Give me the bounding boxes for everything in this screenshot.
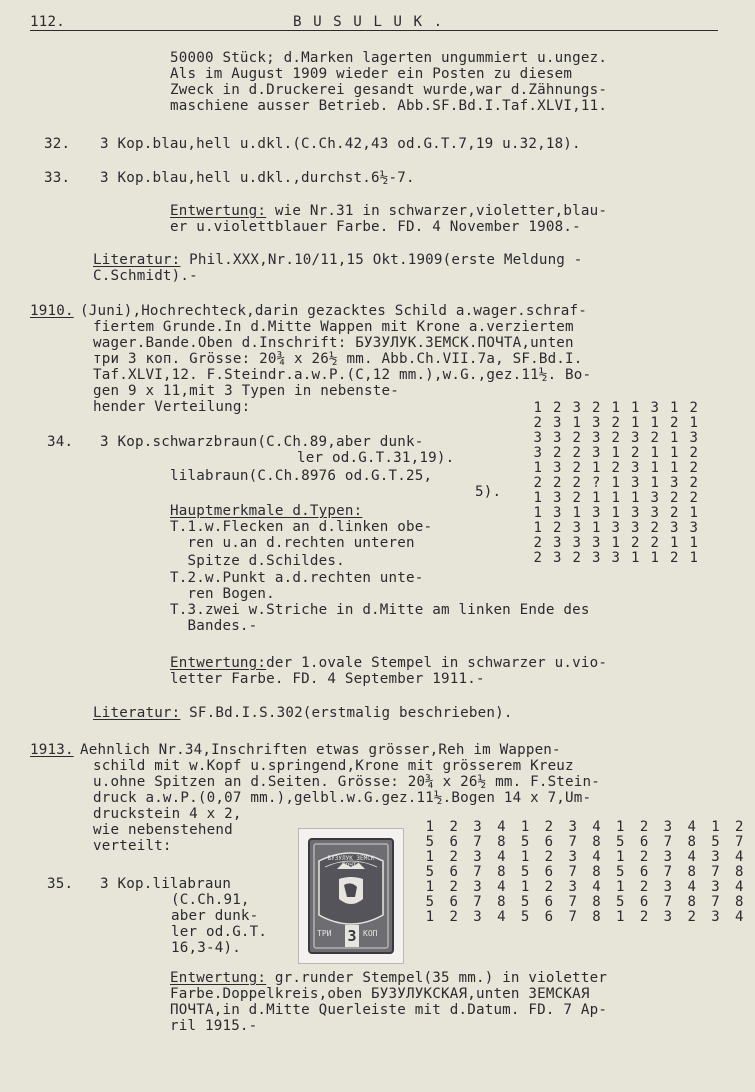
- grid-cell: 3: [663, 909, 673, 925]
- grid-cell: 2: [689, 400, 698, 416]
- grid-cell: 1: [425, 909, 435, 925]
- year-1910-text: gen 9 x 11,mit 3 Typen in nebenste-: [93, 383, 399, 399]
- stamp-value: 3: [347, 927, 357, 945]
- grid-cell: 8: [687, 864, 696, 880]
- year-1913-text: druckstein 4 x 2,: [93, 806, 242, 822]
- grid-cell: 4: [497, 879, 506, 895]
- type-feature-line: T.3.zwei w.Striche in d.Mitte am linken Ende des: [170, 602, 590, 618]
- grid-cell: 5: [425, 834, 435, 850]
- grid-cell: 3: [572, 520, 581, 536]
- grid-cell: 3: [473, 819, 482, 835]
- year-1910-text: три 3 коп. Grösse: 20¾ x 26½ mm. Abb.Ch.VII.7a, SF.Bd.I.: [93, 351, 583, 367]
- grid-cell: 1: [689, 535, 698, 551]
- grid-cell: 1: [650, 445, 659, 461]
- grid-cell: 1: [611, 475, 620, 491]
- grid-cell: 2: [639, 819, 649, 835]
- grid-cell: 8: [592, 864, 601, 880]
- grid-cell: 3: [568, 879, 577, 895]
- grid-cell: 6: [544, 864, 554, 880]
- year-1910-text: (Juni),Hochrechteck,darin gezacktes Schild a.wager.schraf-: [80, 303, 588, 319]
- type-distribution-grid-1910: [528, 401, 704, 566]
- year-1913-text: schild mit w.Kopf u.springend,Krone mit grösserem Kreuz: [93, 758, 574, 774]
- year-1910: 1910.: [30, 303, 74, 319]
- grid-cell: 3: [711, 849, 720, 865]
- entwertung-label: Entwertung:: [170, 655, 267, 671]
- grid-cell: 1: [711, 819, 720, 835]
- grid-cell: 1: [631, 550, 640, 566]
- grid-cell: ?: [592, 475, 601, 491]
- grid-cell: 2: [572, 550, 581, 566]
- item-text-35: 16,3-4).: [171, 940, 241, 956]
- grid-cell: 1: [611, 535, 620, 551]
- grid-cell: 3: [553, 460, 562, 476]
- item-text-35: 3 Kop.lilabraun: [100, 876, 232, 892]
- grid-cell: 8: [497, 834, 506, 850]
- grid-cell: 7: [663, 864, 673, 880]
- grid-cell: 1: [689, 505, 698, 521]
- grid-row: [528, 476, 704, 491]
- grid-cell: 3: [553, 430, 562, 446]
- year-1910-text: Taf.XLVI,12. F.Steindr.a.w.P.(C,12 mm.),w.G.,gez.11½. Bo-: [93, 367, 592, 383]
- grid-cell: 3: [631, 520, 640, 536]
- grid-cell: 2: [533, 415, 542, 431]
- grid-cell: 2: [533, 475, 542, 491]
- year-1913-text: Aehnlich Nr.34,Inschriften etwas grösser,Reh im Wappen-: [80, 742, 561, 758]
- grid-cell: 2: [689, 445, 698, 461]
- grid-cell: 5: [520, 909, 530, 925]
- grid-row: [528, 431, 704, 446]
- grid-cell: 5: [425, 894, 435, 910]
- grid-cell: 1: [611, 490, 620, 506]
- grid-cell: 2: [533, 550, 542, 566]
- grid-cell: 1: [425, 819, 435, 835]
- grid-cell: 2: [544, 819, 554, 835]
- grid-cell: 1: [533, 400, 542, 416]
- stamp-right-inscription: КОП: [363, 929, 378, 938]
- grid-cell: 8: [592, 834, 601, 850]
- item-text-35: ler od.G.T.: [171, 924, 268, 940]
- grid-row: [528, 536, 704, 551]
- grid-cell: 3: [572, 400, 581, 416]
- grid-cell: 4: [497, 819, 506, 835]
- entwertung-text: der 1.ovale Stempel in schwarzer u.vio-: [266, 655, 608, 671]
- grid-cell: 1: [572, 505, 581, 521]
- literatur-text: SF.Bd.I.S.302(erstmalig beschrieben).: [180, 705, 513, 721]
- year-1913-text: u.ohne Spitzen an d.Seiten. Grösse: 20¾ x 26½ mm. F.Stein-: [93, 774, 601, 790]
- entwertung-line: ril 1915.-: [170, 1018, 258, 1034]
- grid-row: [418, 880, 751, 895]
- grid-cell: 2: [611, 430, 620, 446]
- grid-cell: 1: [533, 490, 542, 506]
- grid-row: [418, 865, 751, 880]
- grid-cell: 6: [639, 864, 649, 880]
- grid-cell: 2: [544, 879, 554, 895]
- grid-cell: 5: [616, 864, 625, 880]
- grid-cell: 5: [520, 864, 530, 880]
- grid-cell: 2: [572, 475, 581, 491]
- grid-cell: 2: [631, 445, 640, 461]
- grid-cell: 8: [735, 894, 744, 910]
- grid-cell: 3: [611, 550, 620, 566]
- grid-cell: 4: [735, 879, 744, 895]
- year-1910-text: wager.Bande.Oben d.Inschrift: БУЗУЛУК.ЗЕМСК.ПОЧТА,unten: [93, 335, 574, 351]
- grid-row: [418, 910, 751, 925]
- grid-cell: 4: [735, 909, 744, 925]
- type-feature-line: ren Bogen.: [170, 586, 275, 602]
- grid-cell: 4: [687, 879, 696, 895]
- type-feature-line: Spitze d.Schildes.: [170, 553, 345, 569]
- grid-cell: 2: [449, 849, 458, 865]
- item-text-35: aber dunk-: [171, 908, 259, 924]
- type-feature-line: Bandes.-: [170, 618, 258, 634]
- grid-row: [418, 850, 751, 865]
- entwertung-line: [170, 203, 607, 219]
- grid-cell: 3: [650, 505, 659, 521]
- grid-cell: 3: [663, 819, 673, 835]
- grid-cell: 1: [689, 550, 698, 566]
- grid-cell: 8: [592, 909, 601, 925]
- grid-row: [528, 551, 704, 566]
- grid-cell: 2: [670, 415, 679, 431]
- grid-cell: 7: [568, 894, 577, 910]
- entwertung-line: letter Farbe. FD. 4 September 1911.-: [170, 671, 485, 687]
- grid-cell: 5: [711, 834, 720, 850]
- grid-cell: 2: [639, 909, 649, 925]
- grid-cell: 2: [572, 430, 581, 446]
- grid-cell: 3: [568, 819, 577, 835]
- grid-cell: 7: [473, 894, 482, 910]
- grid-cell: 3: [553, 505, 562, 521]
- grid-cell: 7: [711, 864, 720, 880]
- grid-cell: 2: [572, 445, 581, 461]
- grid-cell: 1: [592, 520, 601, 536]
- grid-cell: 4: [497, 909, 506, 925]
- grid-cell: 2: [553, 520, 562, 536]
- grid-cell: 3: [592, 535, 601, 551]
- grid-cell: 1: [572, 415, 581, 431]
- entwertung-line: ПОЧТА,in d.Mitte Querleiste mit d.Datum. FD. 7 Ap-: [170, 1002, 608, 1018]
- grid-cell: 3: [670, 520, 679, 536]
- grid-cell: 2: [544, 849, 554, 865]
- type-feature-line: T.2.w.Punkt a.d.rechten unte-: [170, 570, 424, 586]
- grid-cell: 3: [592, 415, 601, 431]
- type-distribution-grid-1913: [418, 820, 751, 925]
- grid-cell: 3: [650, 400, 659, 416]
- grid-cell: 2: [689, 490, 698, 506]
- grid-cell: 1: [616, 909, 625, 925]
- grid-cell: 1: [670, 445, 679, 461]
- grid-cell: 8: [497, 894, 506, 910]
- grid-row: [528, 401, 704, 416]
- grid-cell: 3: [592, 445, 601, 461]
- grid-cell: 3: [689, 520, 698, 536]
- grid-cell: 5: [520, 894, 530, 910]
- grid-cell: 3: [473, 849, 482, 865]
- grid-cell: 1: [425, 849, 435, 865]
- grid-cell: 2: [572, 460, 581, 476]
- header-rule: [30, 30, 718, 31]
- item-text-34: 3 Kop.schwarzbraun(C.Ch.89,aber dunk-: [100, 434, 424, 450]
- grid-cell: 4: [592, 849, 601, 865]
- grid-cell: 6: [544, 834, 554, 850]
- grid-cell: 1: [425, 879, 435, 895]
- intro-line: Als im August 1909 wieder ein Posten zu diesem: [170, 66, 573, 82]
- grid-cell: 1: [616, 819, 625, 835]
- page-title: B U S U L U K .: [293, 14, 444, 30]
- grid-cell: 5: [616, 894, 625, 910]
- literatur-label: Literatur:: [93, 252, 181, 268]
- stamp-top-inscription: БУЗУЛУК ЗЕМСК ПОЧТА: [327, 855, 375, 869]
- grid-cell: 4: [735, 849, 744, 865]
- grid-cell: 7: [711, 894, 720, 910]
- stamp-left-inscription: ТРИ: [317, 929, 332, 938]
- year-1910-text: fiertem Grunde.In d.Mitte Wappen mit Krone a.verziertem: [93, 319, 574, 335]
- grid-row: [528, 461, 704, 476]
- grid-row: [528, 446, 704, 461]
- grid-cell: 6: [449, 834, 458, 850]
- grid-cell: 3: [631, 505, 640, 521]
- grid-cell: 1: [533, 460, 542, 476]
- grid-cell: 1: [650, 475, 659, 491]
- grid-cell: 2: [533, 535, 542, 551]
- grid-cell: 5: [616, 834, 625, 850]
- grid-cell: 1: [520, 879, 530, 895]
- grid-cell: 3: [592, 430, 601, 446]
- grid-cell: 1: [533, 505, 542, 521]
- grid-row: [418, 895, 751, 910]
- grid-row: [528, 521, 704, 536]
- grid-cell: 6: [639, 894, 649, 910]
- grid-cell: 1: [520, 819, 530, 835]
- grid-cell: 1: [650, 415, 659, 431]
- grid-cell: 5: [425, 864, 435, 880]
- grid-cell: 2: [670, 490, 679, 506]
- grid-cell: 1: [631, 400, 640, 416]
- grid-cell: 2: [650, 430, 659, 446]
- intro-line: maschiene ausser Betrieb. Abb.SF.Bd.I.Taf.XLVI,11.: [170, 98, 608, 114]
- grid-cell: 7: [568, 909, 577, 925]
- grid-cell: 1: [533, 520, 542, 536]
- intro-line: 50000 Stück; d.Marken lagerten ungummiert u.ungez.: [170, 50, 608, 66]
- grid-cell: 1: [689, 415, 698, 431]
- grid-cell: 1: [670, 535, 679, 551]
- item-text-34: 5).: [475, 484, 502, 500]
- grid-cell: 1: [592, 460, 601, 476]
- year-1913-text: wie nebenstehend: [93, 822, 233, 838]
- grid-cell: 2: [650, 535, 659, 551]
- grid-cell: 6: [544, 894, 554, 910]
- grid-cell: 7: [568, 864, 577, 880]
- grid-cell: 6: [449, 894, 458, 910]
- year-1913-text: druck a.w.P.(0,07 mm.),gelbl.w.G.gez.11½.Bogen 14 x 7,Um-: [93, 790, 592, 806]
- grid-cell: 2: [611, 460, 620, 476]
- entwertung-line: er u.violettblauer Farbe. FD. 4 November 1908.-: [170, 219, 581, 235]
- grid-cell: 1: [670, 400, 679, 416]
- grid-cell: 3: [572, 535, 581, 551]
- grid-cell: 8: [687, 894, 696, 910]
- hauptmerkmale-label: Hauptmerkmale d.Typen:: [170, 503, 363, 519]
- year-1913: 1913.: [30, 742, 74, 758]
- grid-cell: 4: [592, 819, 601, 835]
- grid-cell: 1: [592, 490, 601, 506]
- grid-cell: 1: [616, 849, 625, 865]
- grid-cell: 1: [650, 550, 659, 566]
- grid-cell: 7: [473, 834, 482, 850]
- grid-cell: 2: [650, 520, 659, 536]
- grid-cell: 6: [639, 834, 649, 850]
- grid-cell: 4: [497, 849, 506, 865]
- grid-cell: 3: [473, 909, 482, 925]
- grid-cell: 2: [735, 819, 744, 835]
- grid-cell: 3: [553, 415, 562, 431]
- literatur-label: Literatur:: [93, 705, 181, 721]
- grid-cell: 7: [663, 894, 673, 910]
- grid-cell: 2: [592, 400, 601, 416]
- grid-cell: 2: [572, 490, 581, 506]
- stamp-image: [298, 828, 404, 964]
- item-text-32: 3 Kop.blau,hell u.dkl.(C.Ch.42,43 od.G.T.7,19 u.32,18).: [100, 136, 581, 152]
- grid-cell: 1: [520, 849, 530, 865]
- grid-row: [418, 835, 751, 850]
- entwertung-line: [170, 655, 607, 671]
- grid-row: [528, 491, 704, 506]
- item-text-35: (C.Ch.91,: [171, 892, 250, 908]
- grid-cell: 6: [544, 909, 554, 925]
- intro-line: Zweck in d.Druckerei gesandt wurde,war d.Zähnungs-: [170, 82, 608, 98]
- item-number-35: 35.: [47, 876, 74, 892]
- grid-cell: 2: [687, 909, 696, 925]
- grid-cell: 3: [533, 430, 542, 446]
- grid-cell: 1: [611, 400, 620, 416]
- grid-cell: 1: [631, 490, 640, 506]
- item-text-34: lilabraun(C.Ch.8976 od.G.T.25,: [170, 468, 433, 484]
- grid-cell: 4: [687, 849, 696, 865]
- grid-cell: 2: [670, 550, 679, 566]
- grid-cell: 3: [711, 879, 720, 895]
- year-1913-text: verteilt:: [93, 838, 172, 854]
- page-number: 112.: [30, 14, 65, 30]
- grid-cell: 2: [639, 849, 649, 865]
- grid-cell: 2: [553, 475, 562, 491]
- grid-cell: 1: [670, 460, 679, 476]
- grid-cell: 6: [449, 864, 458, 880]
- item-number-33: 33.: [44, 170, 71, 186]
- entwertung-label: Entwertung:: [170, 970, 267, 986]
- grid-cell: 3: [650, 490, 659, 506]
- grid-row: [528, 416, 704, 431]
- item-number-34: 34.: [47, 434, 74, 450]
- grid-cell: 3: [711, 909, 720, 925]
- grid-cell: 2: [449, 819, 458, 835]
- grid-cell: 8: [592, 894, 601, 910]
- literatur-line: [93, 252, 583, 268]
- grid-cell: 8: [687, 834, 696, 850]
- type-feature-line: ren u.an d.rechten unteren: [170, 535, 415, 551]
- grid-cell: 2: [449, 909, 458, 925]
- grid-cell: 3: [631, 475, 640, 491]
- grid-cell: 2: [611, 415, 620, 431]
- grid-cell: 2: [670, 505, 679, 521]
- entwertung-label: Entwertung:: [170, 203, 267, 219]
- grid-cell: 3: [553, 550, 562, 566]
- grid-cell: 1: [611, 445, 620, 461]
- grid-cell: 2: [631, 535, 640, 551]
- grid-cell: 3: [568, 849, 577, 865]
- grid-cell: 3: [689, 430, 698, 446]
- grid-cell: 8: [497, 864, 506, 880]
- grid-cell: 7: [568, 834, 577, 850]
- grid-cell: 5: [520, 834, 530, 850]
- grid-cell: 3: [631, 460, 640, 476]
- grid-cell: 2: [689, 475, 698, 491]
- grid-cell: 3: [611, 520, 620, 536]
- grid-cell: 3: [631, 430, 640, 446]
- entwertung-text: gr.runder Stempel(35 mm.) in violetter: [266, 970, 608, 986]
- grid-cell: 2: [639, 879, 649, 895]
- grid-cell: 1: [650, 460, 659, 476]
- grid-cell: 7: [735, 834, 744, 850]
- literatur-line: C.Schmidt).-: [93, 268, 198, 284]
- entwertung-line: [170, 970, 607, 986]
- entwertung-line: Farbe.Doppelkreis,oben БУЗУЛУКСКАЯ,unten ЗЕМСКАЯ: [170, 986, 590, 1002]
- grid-cell: 4: [687, 819, 696, 835]
- grid-row: [418, 820, 751, 835]
- grid-cell: 7: [473, 864, 482, 880]
- grid-cell: 2: [553, 400, 562, 416]
- grid-cell: 3: [553, 535, 562, 551]
- grid-cell: 3: [473, 879, 482, 895]
- grid-cell: 7: [663, 834, 673, 850]
- grid-cell: 1: [670, 430, 679, 446]
- grid-cell: 2: [449, 879, 458, 895]
- type-feature-line: T.1.w.Flecken an d.linken obe-: [170, 519, 433, 535]
- literatur-line: [93, 705, 513, 721]
- item-text-34: ler od.G.T.31,19).: [297, 450, 455, 466]
- entwertung-text: wie Nr.31 in schwarzer,violetter,blau-: [266, 203, 608, 219]
- grid-cell: 2: [689, 460, 698, 476]
- grid-cell: 3: [592, 505, 601, 521]
- grid-cell: 3: [533, 445, 542, 461]
- grid-cell: 4: [592, 879, 601, 895]
- grid-row: [528, 506, 704, 521]
- item-number-32: 32.: [44, 136, 71, 152]
- grid-cell: 3: [663, 849, 673, 865]
- grid-cell: 3: [663, 879, 673, 895]
- item-text-33: 3 Kop.blau,hell u.dkl.,durchst.6½-7.: [100, 170, 415, 186]
- grid-cell: 1: [616, 879, 625, 895]
- year-1910-text: hender Verteilung:: [93, 399, 251, 415]
- grid-cell: 8: [735, 864, 744, 880]
- grid-cell: 3: [553, 490, 562, 506]
- literatur-text: Phil.XXX,Nr.10/11,15 Okt.1909(erste Meldung -: [180, 252, 583, 268]
- grid-cell: 2: [553, 445, 562, 461]
- grid-cell: 3: [592, 550, 601, 566]
- grid-cell: 1: [611, 505, 620, 521]
- grid-cell: 1: [631, 415, 640, 431]
- grid-cell: 3: [670, 475, 679, 491]
